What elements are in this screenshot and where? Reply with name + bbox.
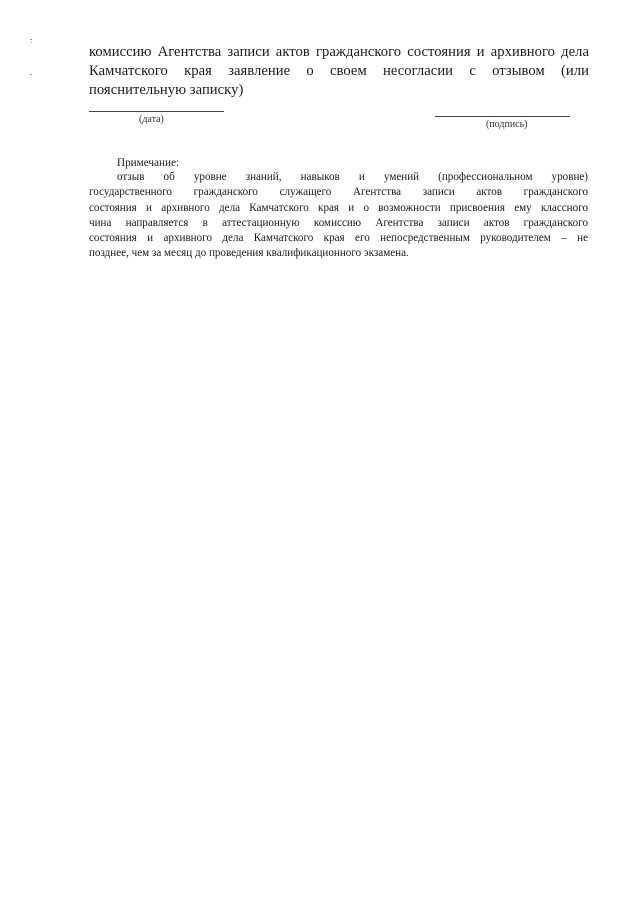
scan-speck [30, 74, 32, 75]
signature-line [435, 116, 570, 117]
note-body [89, 170, 588, 262]
statement-line: комиссию Агентства записи актов гражданского состояния и архивного дела [89, 44, 589, 60]
signature-label: (подпись) [486, 119, 528, 130]
note-line: состояния и архивного дела Камчатского края и о возможности присвоения ему классного [89, 201, 588, 214]
note-title: Примечание: [117, 157, 180, 169]
scan-speck [31, 42, 32, 43]
note-line: состояния и архивного дела Камчатского края его непосредственным руководителем – не [89, 232, 588, 245]
statement-line: Камчатского края заявление о своем несогласии с отзывом (или [89, 63, 589, 79]
note-line: чина направляется в аттестационную комиссию Агентства записи актов гражданского [89, 216, 588, 229]
note-line: государственного гражданского служащего Агентства записи актов гражданского [89, 186, 588, 199]
date-line [89, 111, 224, 112]
scan-speck [30, 39, 32, 40]
statement-paragraph [89, 43, 589, 100]
date-label: (дата) [139, 114, 164, 125]
note-line: отзыв об уровне знаний, навыков и умений (профессиональном уровне) [117, 171, 588, 183]
statement-line: пояснительную записку) [89, 82, 244, 98]
note-line: позднее, чем за месяц до проведения квалификационного экзамена. [89, 247, 409, 260]
